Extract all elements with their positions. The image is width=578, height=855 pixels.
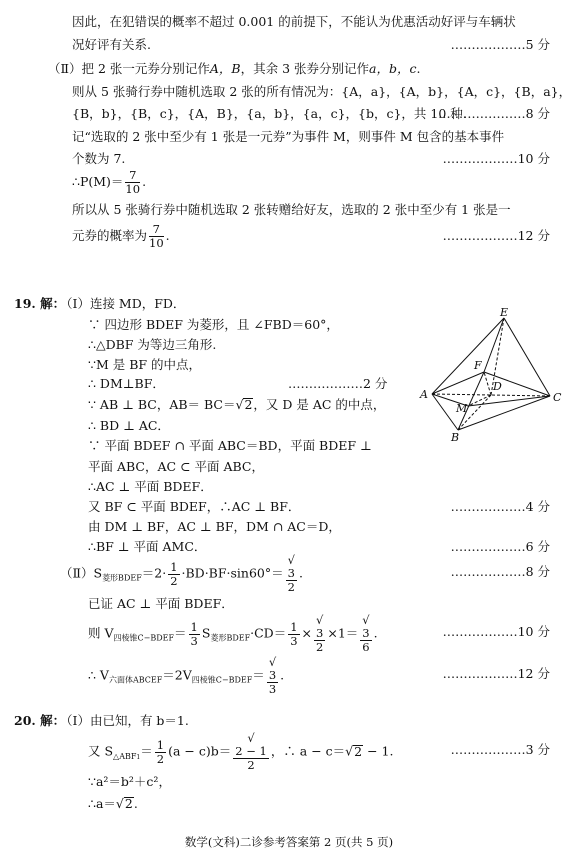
fraction: √ 3 2: [316, 613, 324, 654]
text-line: 元券的概率为 $\frac{7}{10}$ .: [72, 222, 170, 250]
label-C: C: [553, 391, 562, 404]
text-line: （Ⅰ）由已知，有 b＝1.: [60, 713, 189, 728]
volume-formula: 则 $V_{四棱锥C-BDEF}=$ $\frac{1}{3}$ $S_{菱形BDEF}\cdot CD=$ $\frac{1}{3}$ × √ 3 2 ×1＝ √ 3 6 .: [88, 613, 378, 654]
text-line: （Ⅱ）把 2 张一元券分别记作A，B，其余 3 张券分别记作a，b，c.: [48, 61, 421, 76]
fraction: √ 3 3: [268, 655, 277, 696]
fraction: √ 3 2: [287, 553, 295, 594]
fraction: $\frac{1}{3}$: [190, 619, 198, 648]
label-B: B: [451, 431, 460, 443]
edge-BC: [458, 396, 550, 430]
label-D: D: [493, 380, 502, 393]
fraction: $\frac{1}{2}$: [156, 737, 165, 766]
score-mark: …………………8 分: [438, 106, 550, 121]
text-line: 况好评有关系.: [72, 37, 151, 52]
fraction: $\frac{7}{10}$: [125, 168, 141, 196]
volume-result: ∴ $V_{六面体ABCEF}=2V_{四棱锥C-BDEF}=$ √ 3 3 .: [88, 655, 285, 696]
score-mark: ………………3 分: [450, 742, 550, 757]
text-line: 个数为 7.: [72, 151, 126, 166]
label-E: E: [500, 308, 509, 319]
text-line: 因此，在犯错误的概率不超过 0.001 的前提下，不能认为优惠活动好评与车辆状: [72, 14, 516, 29]
fraction: $\frac{1}{3}$: [290, 619, 298, 648]
fraction: $\frac{1}{2}$: [170, 559, 178, 588]
text-line: 则从 5 张骑行券中随机选取 2 张的所有情况为：{A，a}，{A，b}，{A，c}，{B，a}，: [72, 84, 572, 99]
score-mark: ………………2 分: [288, 376, 388, 391]
text-line: ∵M 是 BF 的中点，: [88, 357, 202, 372]
text-line: ∵ AB ⊥ BC，AB＝ BC＝√2，又 D 是 AC 的中点，: [88, 397, 386, 412]
problem-number: 19. 解：: [14, 296, 66, 311]
page-footer: 数学(文科)二诊参考答案第 2 页(共 5 页): [184, 835, 394, 849]
text-line: ∴AC ⊥ 平面 BDEF．: [88, 479, 213, 494]
fraction: √ 2 − 1 2: [235, 731, 267, 772]
geometry-figure: [418, 308, 568, 443]
text-line: ∵a²＝b²＋c²，: [88, 774, 171, 789]
text-line: 又 BF ⊂ 平面 BDEF，∴AC ⊥ BF．: [88, 499, 301, 514]
text-line: ∵ 四边形 BDEF 为菱形，且 ∠FBD＝60°，: [88, 317, 339, 332]
score-mark: ………………8 分: [450, 564, 550, 579]
text-line: ∴a＝√2.: [88, 796, 138, 811]
score-mark: ………………5 分: [450, 37, 550, 52]
edge-AF: [432, 372, 484, 394]
fraction: √ 3 6: [362, 613, 370, 654]
text-line: 由 DM ⊥ BF，AC ⊥ BF，DM ∩ AC＝D，: [88, 519, 341, 534]
label-M: M: [456, 402, 468, 415]
score-mark: ………………12 分: [442, 228, 550, 243]
edge-DF-hidden: [484, 372, 491, 395]
text-line: （Ⅰ）连接 MD，FD．: [60, 296, 186, 311]
text-line: ∴ BD ⊥ AC．: [88, 418, 170, 433]
text-line: ∴ DM⊥BF．: [88, 376, 165, 391]
text-line: 所以从 5 张骑行券中随机选取 2 张转赠给好友，选取的 2 张中至少有 1 张是一: [72, 202, 511, 217]
area-equation: 又 $S_{\triangle ABF1}=$ $\frac{1}{2}$ (a − c)b＝ √ 2 − 1 2 ，∴ a − c＝√2 − 1.: [88, 731, 394, 772]
label-F: F: [474, 359, 482, 372]
fraction: $\frac{7}{10}$: [149, 222, 164, 250]
text-line: ∵ 平面 BDEF ∩ 平面 ABC＝BD，平面 BDEF ⊥: [88, 438, 372, 453]
probability-line: ∴P(M)＝ $\frac{7}{10}$ .: [72, 168, 147, 196]
score-mark: ………………4 分: [450, 499, 550, 514]
score-mark: ………………10 分: [442, 624, 550, 639]
area-formula: $(Ⅱ)S_{菱形BDEF}=2\cdot$ $\frac{1}{2}$ ·BD·BF·sin60°＝ √ 3 2 .: [60, 553, 303, 594]
text-line: ∴BF ⊥ 平面 AMC．: [88, 539, 207, 554]
edge-AB: [432, 394, 458, 430]
score-mark: ………………10 分: [442, 151, 550, 166]
edge-EC: [504, 318, 550, 396]
score-mark: ………………12 分: [442, 666, 550, 681]
edge-EF: [484, 318, 504, 372]
text-line: ∴△DBF 为等边三角形.: [88, 337, 217, 352]
text-line: 已证 AC ⊥ 平面 BDEF．: [88, 596, 234, 611]
problem-number: 20. 解：: [14, 713, 66, 728]
text-line: 记“选取的 2 张中至少有 1 张是一元券”为事件 M，则事件 M 包含的基本事件: [72, 129, 505, 144]
label-A: A: [420, 388, 428, 401]
score-mark: ………………6 分: [450, 539, 550, 554]
text-line: 平面 ABC，AC ⊂ 平面 ABC，: [88, 459, 264, 474]
text-line: {B，b}，{B，c}，{A，B}，{a，b}，{a，c}，{b，c}，共 10 种.: [72, 106, 467, 121]
